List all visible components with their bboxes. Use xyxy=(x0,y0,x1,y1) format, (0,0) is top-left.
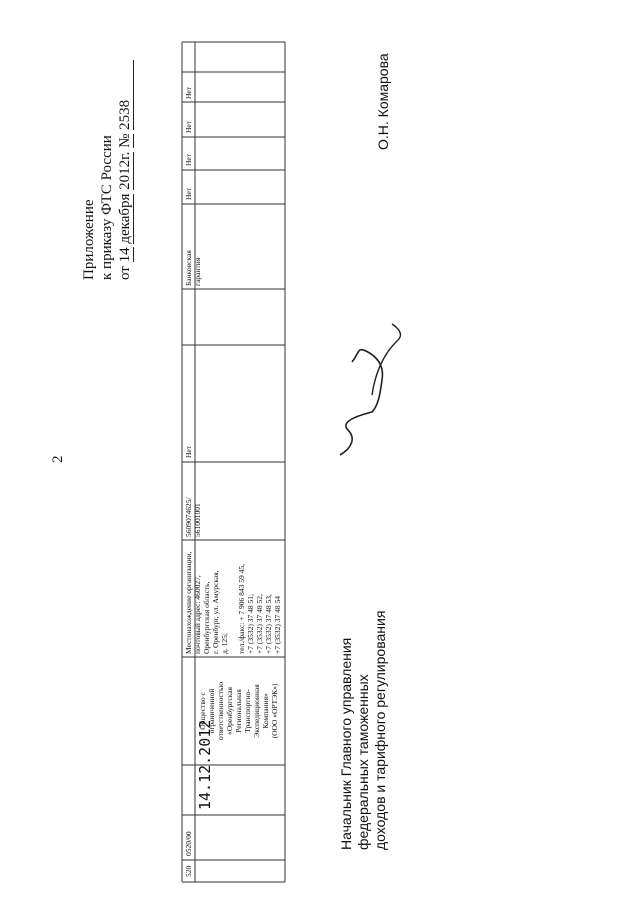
company-line: Экспедиционная xyxy=(252,684,261,738)
date-prefix: от xyxy=(117,266,133,280)
signatory-title-line: доходов и тарифного регулирования xyxy=(372,610,388,850)
cell-date: 14.12.2012 xyxy=(196,719,214,810)
company-line: (ООО «ОРТЭК») xyxy=(270,683,279,739)
date-year: 2012г. xyxy=(117,151,133,190)
cell-code: 0520/00 xyxy=(184,831,193,856)
phone-line: +7 (3532) 37 48 51; xyxy=(246,593,255,654)
phone-line: +7 (3532) 37 48 52, xyxy=(255,594,264,654)
order-number: 2538 xyxy=(118,60,134,130)
guarantee-line: гарантия xyxy=(193,257,202,286)
cell-remarks: Нет xyxy=(184,445,193,458)
address-line: Местонахождение организации, xyxy=(184,551,193,654)
number-sign: № xyxy=(117,133,133,148)
appendix-order-ref: к приказу ФТС России xyxy=(99,135,115,280)
company-line: «Оренбургская xyxy=(225,687,234,736)
company-line: Компания» xyxy=(261,693,270,729)
address-line: г. Оренбург, ул. Амурская, xyxy=(211,570,220,654)
cell-flag-3: Нет xyxy=(184,120,193,133)
company-line: Транспортно- xyxy=(243,689,252,733)
signatory-title-line: Начальник Главного управления xyxy=(338,637,354,850)
phone-line: +7 (3532) 37 48 53, xyxy=(264,594,273,654)
page-number: 2 xyxy=(50,455,66,463)
signatory-title-line: федеральных таможенных xyxy=(355,674,371,850)
cell-row-index: 520 xyxy=(184,865,193,877)
address-line: почтовый адрес: 460027, xyxy=(193,575,202,654)
phone-line: тел./факс: + 7 906 843 59 45, xyxy=(237,564,246,654)
date-day: 14 xyxy=(117,247,133,263)
company-line: Общество с xyxy=(198,692,207,730)
address-line: д. 125; xyxy=(220,633,229,654)
cell-flag-4: Нет xyxy=(184,86,193,99)
address-line: Оренбургская область, xyxy=(202,581,211,654)
guarantee-line: Банковская xyxy=(184,250,193,286)
appendix-title: Приложение xyxy=(81,199,97,280)
phone-line: +7 (3532) 37 48 54 xyxy=(273,596,282,654)
company-line: ограниченной xyxy=(207,688,216,734)
cell-flag-1: Нет xyxy=(184,187,193,200)
company-line: ответственностью xyxy=(216,681,225,741)
company-line: Региональная xyxy=(234,689,243,733)
inn-line: 5609074625/ xyxy=(184,497,193,537)
signatory-name: О.Н. Комарова xyxy=(375,53,391,150)
cell-flag-2: Нет xyxy=(184,153,193,166)
date-month: декабря xyxy=(117,193,133,244)
kpp-line: 561001001 xyxy=(193,503,202,537)
